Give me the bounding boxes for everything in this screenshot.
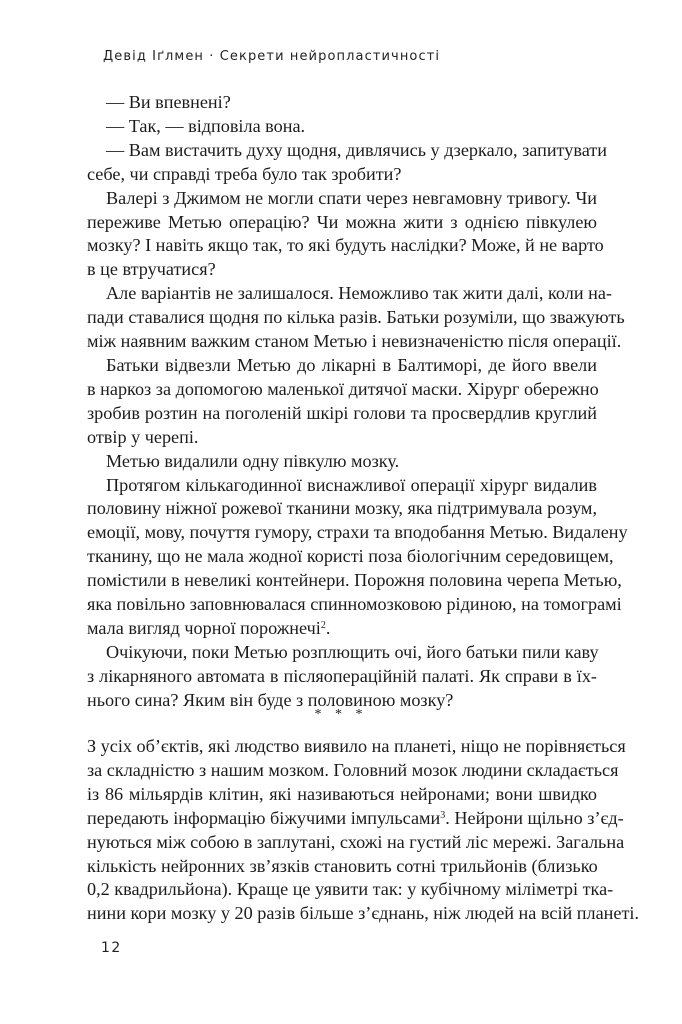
text-line — [87, 783, 597, 807]
text-line-content: помістили в невеликі контейнери. Порожня половина черепа Метью, — [87, 570, 622, 591]
text-line — [87, 593, 622, 617]
text-line — [87, 878, 614, 902]
text-line — [87, 163, 597, 187]
text-line — [87, 902, 640, 926]
text-line — [87, 115, 597, 139]
text-line-content: із 86 мільярдів клітин, які називаються нейронами; вони швидко — [87, 783, 597, 804]
body-text-part-2 — [87, 735, 640, 926]
text-line — [87, 521, 628, 545]
text-line — [87, 759, 619, 783]
text-line-content: з лікарняного автомата в післяопераційній палаті. Як справи в їх- — [87, 665, 597, 686]
text-line — [87, 617, 597, 641]
text-line-content: мала вигляд чорної порожнечі — [87, 617, 321, 638]
text-line-content: яка повільно заповнювалася спинномозковою рідиною, на томограмі — [87, 594, 622, 615]
text-line — [87, 258, 597, 282]
running-head: Девід Іґлмен · Секрети нейропластичності — [103, 49, 441, 64]
text-line-content: — Вам вистачить духу щодня, дивлячись у дзеркало, запитувати — [106, 139, 607, 160]
text-line — [87, 665, 597, 689]
text-line — [87, 474, 597, 498]
text-line — [87, 402, 597, 426]
text-line — [87, 306, 625, 330]
text-line-content: нього сина? Яким він буде з половиною мозку? — [87, 689, 454, 710]
text-line — [87, 378, 597, 402]
text-line — [87, 855, 597, 879]
text-line-content: Валері з Джимом не могли спати через невгамовну тривогу. Чи — [106, 187, 597, 208]
text-line-content: мозку? І навіть якщо так, то які будуть наслідки? Може, й не варто — [87, 235, 604, 256]
text-line — [87, 187, 597, 211]
section-separator: * * * — [314, 707, 368, 722]
text-line — [87, 282, 612, 306]
text-line-content: отвір у черепі. — [87, 426, 199, 447]
text-line-content: переживе Метью операцію? Чи можна жити з однією півкулею — [87, 211, 597, 232]
text-line-content: пади ставалися щодня по кілька разів. Батьки розуміли, що зважують — [87, 307, 625, 328]
text-line-content: нини кори мозку у 20 разів більше з’єднань, ніж людей на всій планеті. — [87, 903, 640, 924]
text-line-content: Протягом кількагодинної виснажливої операції хірург видалив — [106, 474, 597, 495]
text-line-content: за складністю з нашим мозком. Головний мозок людини складається — [87, 759, 619, 780]
text-line-content: — Ви впевнені? — [106, 92, 231, 112]
text-line-content: емоції, мову, почуття гумору, страхи та вподобання Метью. Видалену — [87, 522, 628, 543]
text-line-content: Метью видалили одну півкулю мозку. — [106, 450, 400, 471]
text-line — [87, 545, 614, 569]
text-line-content: себе, чи справді треба було так зробити? — [87, 163, 402, 184]
text-line — [87, 426, 597, 450]
text-line-content: — Так, — відповіла вона. — [106, 115, 306, 136]
text-line-content: зробив розтин на поголеній шкірі голови та просвердлив круглий — [87, 402, 597, 423]
text-line-content: між наявним важким станом Метью і невизначеністю після операції. — [87, 331, 622, 352]
text-line — [87, 330, 622, 354]
text-line-content: тканину, що не мала жодної користі поза біологічним середовищем, — [87, 546, 614, 567]
text-line-tail: . Нейрони щільно з’єд- — [445, 807, 624, 828]
text-line — [87, 807, 624, 831]
text-line-content: в це втручатися? — [87, 259, 216, 280]
text-line — [87, 735, 626, 759]
text-line — [87, 569, 622, 593]
text-line — [87, 354, 597, 378]
body-text-part-1 — [87, 91, 628, 713]
text-line-content: передають інформацію біжучими імпульсами — [87, 807, 441, 828]
footnote-reference[interactable]: 3 — [440, 809, 446, 821]
text-line — [87, 91, 597, 115]
text-line — [87, 211, 597, 235]
text-line — [87, 139, 607, 163]
text-line — [87, 831, 625, 855]
text-line-content: З усіх об’єктів, які людство виявило на планеті, ніщо не порівняється — [87, 736, 626, 756]
text-line-content: половину ніжної рожевої тканини мозку, яка підтримувала розум, — [87, 498, 597, 519]
text-line-content: Батьки відвезли Метью до лікарні в Балтиморі, де його ввели — [106, 354, 597, 375]
text-line-content: 0,2 квадрильйона). Краще це уявити так: у кубічному міліметрі тка- — [87, 879, 614, 900]
text-line-content: в наркоз за допомогою маленької дитячої маски. Хірург обережно — [87, 378, 599, 399]
page-number: 12 — [101, 940, 122, 956]
text-line — [87, 497, 597, 521]
footnote-reference[interactable]: 2 — [320, 619, 326, 631]
text-line — [87, 234, 604, 258]
text-line-content: кількість нейронних зв’язків становить сотні трильйонів (близько — [87, 855, 598, 876]
text-line-content: Але варіантів не залишалося. Неможливо так жити далі, коли на- — [106, 283, 612, 304]
text-line — [87, 450, 597, 474]
text-line-content: Очікуючи, поки Метью розплющить очі, його батьки пили каву — [106, 641, 599, 662]
text-line-tail: . — [325, 617, 331, 638]
text-line — [87, 641, 597, 665]
text-line-content: нуються між собою в заплутані, схожі на густий ліс мережі. Загальна — [87, 831, 625, 852]
